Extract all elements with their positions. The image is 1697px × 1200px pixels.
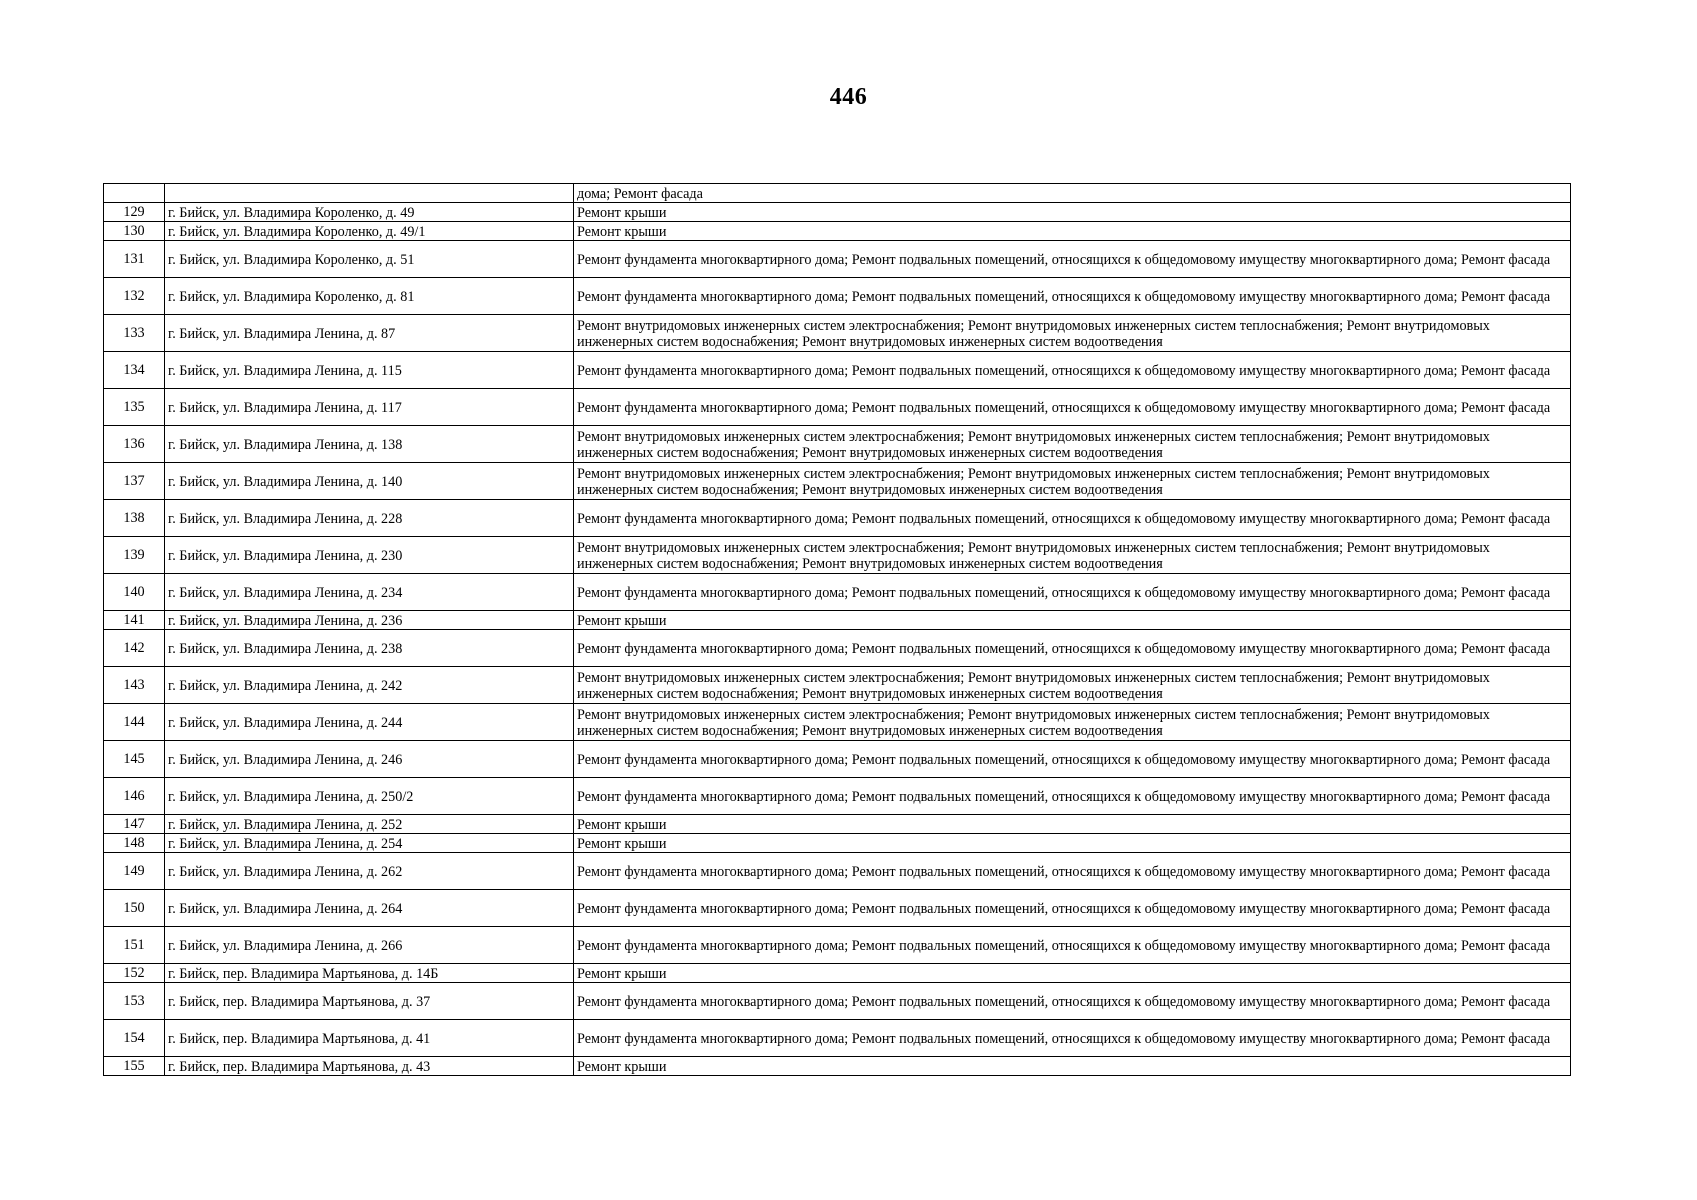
row-number-cell: 137: [104, 463, 165, 500]
table-row: [104, 315, 1571, 352]
work-type-cell: Ремонт крыши: [574, 1057, 1571, 1076]
table-row: [104, 500, 1571, 537]
work-type-cell: Ремонт крыши: [574, 815, 1571, 834]
address-cell: г. Бийск, ул. Владимира Ленина, д. 234: [165, 574, 574, 611]
work-type-cell: Ремонт фундамента многоквартирного дома; Ремонт подвальных помещений, относящихся к общедомовому имуществу многоквартирного дома; Ремонт фасада: [574, 741, 1571, 778]
address-cell: г. Бийск, ул. Владимира Ленина, д. 140: [165, 463, 574, 500]
work-type-cell: Ремонт внутридомовых инженерных систем электроснабжения; Ремонт внутридомовых инженерных систем теплоснабжения; Ремонт внутридомовых инженерных систем водоснабжения; Ремонт внутридомовых инженерных систем водоотведения: [574, 537, 1571, 574]
work-type-cell: Ремонт фундамента многоквартирного дома; Ремонт подвальных помещений, относящихся к общедомовому имуществу многоквартирного дома; Ремонт фасада: [574, 500, 1571, 537]
page-number: 446: [829, 84, 868, 110]
row-number-cell: 144: [104, 704, 165, 741]
work-type-cell: Ремонт крыши: [574, 611, 1571, 630]
work-type-cell: Ремонт фундамента многоквартирного дома; Ремонт подвальных помещений, относящихся к общедомовому имуществу многоквартирного дома; Ремонт фасада: [574, 352, 1571, 389]
work-type-cell: Ремонт крыши: [574, 222, 1571, 241]
address-cell: г. Бийск, ул. Владимира Ленина, д. 266: [165, 927, 574, 964]
row-number-cell: 140: [104, 574, 165, 611]
work-type-cell: Ремонт внутридомовых инженерных систем электроснабжения; Ремонт внутридомовых инженерных систем теплоснабжения; Ремонт внутридомовых инженерных систем водоснабжения; Ремонт внутридомовых инженерных систем водоотведения: [574, 315, 1571, 352]
address-cell: г. Бийск, пер. Владимира Мартьянова, д. 43: [165, 1057, 574, 1076]
row-number-cell: 154: [104, 1020, 165, 1057]
row-number-cell: 145: [104, 741, 165, 778]
table-row: [104, 834, 1571, 853]
address-cell: г. Бийск, ул. Владимира Ленина, д. 250/2: [165, 778, 574, 815]
row-number-cell: 139: [104, 537, 165, 574]
work-type-cell: Ремонт фундамента многоквартирного дома; Ремонт подвальных помещений, относящихся к общедомовому имуществу многоквартирного дома; Ремонт фасада: [574, 1020, 1571, 1057]
work-type-cell: Ремонт фундамента многоквартирного дома; Ремонт подвальных помещений, относящихся к общедомовому имуществу многоквартирного дома; Ремонт фасада: [574, 778, 1571, 815]
table-row: [104, 241, 1571, 278]
address-cell: г. Бийск, ул. Владимира Ленина, д. 138: [165, 426, 574, 463]
address-cell: г. Бийск, ул. Владимира Ленина, д. 230: [165, 537, 574, 574]
work-type-cell: дома; Ремонт фасада: [574, 184, 1571, 203]
work-type-cell: Ремонт крыши: [574, 834, 1571, 853]
work-type-cell: Ремонт фундамента многоквартирного дома; Ремонт подвальных помещений, относящихся к общедомовому имуществу многоквартирного дома; Ремонт фасада: [574, 983, 1571, 1020]
table-row: [104, 1020, 1571, 1057]
address-cell: г. Бийск, ул. Владимира Ленина, д. 262: [165, 853, 574, 890]
row-number-cell: 153: [104, 983, 165, 1020]
table-row: [104, 537, 1571, 574]
row-number-cell: 146: [104, 778, 165, 815]
row-number-cell: 129: [104, 203, 165, 222]
table-row: [104, 389, 1571, 426]
row-number-cell: 152: [104, 964, 165, 983]
table-row: [104, 815, 1571, 834]
table-row: [104, 890, 1571, 927]
address-cell: г. Бийск, ул. Владимира Ленина, д. 244: [165, 704, 574, 741]
work-type-cell: Ремонт внутридомовых инженерных систем электроснабжения; Ремонт внутридомовых инженерных систем теплоснабжения; Ремонт внутридомовых инженерных систем водоснабжения; Ремонт внутридомовых инженерных систем водоотведения: [574, 463, 1571, 500]
work-type-cell: Ремонт фундамента многоквартирного дома; Ремонт подвальных помещений, относящихся к общедомовому имуществу многоквартирного дома; Ремонт фасада: [574, 241, 1571, 278]
table-row: [104, 1057, 1571, 1076]
table-row: [104, 927, 1571, 964]
table-row: [104, 463, 1571, 500]
address-cell: г. Бийск, ул. Владимира Ленина, д. 252: [165, 815, 574, 834]
row-number-cell: 149: [104, 853, 165, 890]
row-number-cell: 133: [104, 315, 165, 352]
work-type-cell: Ремонт внутридомовых инженерных систем электроснабжения; Ремонт внутридомовых инженерных систем теплоснабжения; Ремонт внутридомовых инженерных систем водоснабжения; Ремонт внутридомовых инженерных систем водоотведения: [574, 704, 1571, 741]
row-number-cell: 148: [104, 834, 165, 853]
table-row: [104, 203, 1571, 222]
row-number-cell: 155: [104, 1057, 165, 1076]
row-number-cell: 151: [104, 927, 165, 964]
address-cell: г. Бийск, ул. Владимира Ленина, д. 246: [165, 741, 574, 778]
address-cell: г. Бийск, ул. Владимира Ленина, д. 87: [165, 315, 574, 352]
address-cell: [165, 184, 574, 203]
work-type-cell: Ремонт внутридомовых инженерных систем электроснабжения; Ремонт внутридомовых инженерных систем теплоснабжения; Ремонт внутридомовых инженерных систем водоснабжения; Ремонт внутридомовых инженерных систем водоотведения: [574, 426, 1571, 463]
address-cell: г. Бийск, ул. Владимира Ленина, д. 228: [165, 500, 574, 537]
work-type-cell: Ремонт фундамента многоквартирного дома; Ремонт подвальных помещений, относящихся к общедомовому имуществу многоквартирного дома; Ремонт фасада: [574, 389, 1571, 426]
work-type-cell: Ремонт фундамента многоквартирного дома; Ремонт подвальных помещений, относящихся к общедомовому имуществу многоквартирного дома; Ремонт фасада: [574, 853, 1571, 890]
address-cell: г. Бийск, ул. Владимира Ленина, д. 242: [165, 667, 574, 704]
work-type-cell: Ремонт внутридомовых инженерных систем электроснабжения; Ремонт внутридомовых инженерных систем теплоснабжения; Ремонт внутридомовых инженерных систем водоснабжения; Ремонт внутридомовых инженерных систем водоотведения: [574, 667, 1571, 704]
work-type-cell: Ремонт фундамента многоквартирного дома; Ремонт подвальных помещений, относящихся к общедомовому имуществу многоквартирного дома; Ремонт фасада: [574, 630, 1571, 667]
table-row: [104, 704, 1571, 741]
address-cell: г. Бийск, ул. Владимира Ленина, д. 254: [165, 834, 574, 853]
row-number-cell: 134: [104, 352, 165, 389]
address-cell: г. Бийск, ул. Владимира Короленко, д. 49/1: [165, 222, 574, 241]
address-cell: г. Бийск, ул. Владимира Ленина, д. 115: [165, 352, 574, 389]
table-row: [104, 352, 1571, 389]
table-row: [104, 574, 1571, 611]
work-type-cell: Ремонт фундамента многоквартирного дома; Ремонт подвальных помещений, относящихся к общедомовому имуществу многоквартирного дома; Ремонт фасада: [574, 574, 1571, 611]
row-number-cell: 147: [104, 815, 165, 834]
work-type-cell: Ремонт крыши: [574, 964, 1571, 983]
work-type-cell: Ремонт крыши: [574, 203, 1571, 222]
table-row: [104, 611, 1571, 630]
row-number-cell: 150: [104, 890, 165, 927]
row-number-cell: 136: [104, 426, 165, 463]
table-row: [104, 983, 1571, 1020]
address-cell: г. Бийск, ул. Владимира Ленина, д. 117: [165, 389, 574, 426]
address-cell: г. Бийск, пер. Владимира Мартьянова, д. 41: [165, 1020, 574, 1057]
row-number-cell: 130: [104, 222, 165, 241]
row-number-cell: 138: [104, 500, 165, 537]
work-type-cell: Ремонт фундамента многоквартирного дома; Ремонт подвальных помещений, относящихся к общедомовому имуществу многоквартирного дома; Ремонт фасада: [574, 927, 1571, 964]
row-number-cell: 132: [104, 278, 165, 315]
address-cell: г. Бийск, ул. Владимира Короленко, д. 81: [165, 278, 574, 315]
address-cell: г. Бийск, ул. Владимира Короленко, д. 51: [165, 241, 574, 278]
table-row: [104, 222, 1571, 241]
continuation-row: [104, 184, 1571, 203]
row-number-cell: 131: [104, 241, 165, 278]
address-cell: г. Бийск, пер. Владимира Мартьянова, д. 14Б: [165, 964, 574, 983]
address-cell: г. Бийск, ул. Владимира Короленко, д. 49: [165, 203, 574, 222]
row-number-cell: 135: [104, 389, 165, 426]
table-row: [104, 778, 1571, 815]
table-row: [104, 853, 1571, 890]
address-cell: г. Бийск, пер. Владимира Мартьянова, д. 37: [165, 983, 574, 1020]
repair-table: [103, 183, 1571, 1076]
table-row: [104, 964, 1571, 983]
row-number-cell: 143: [104, 667, 165, 704]
work-type-cell: Ремонт фундамента многоквартирного дома; Ремонт подвальных помещений, относящихся к общедомовому имуществу многоквартирного дома; Ремонт фасада: [574, 278, 1571, 315]
table-row: [104, 426, 1571, 463]
row-number-cell: 142: [104, 630, 165, 667]
table-row: [104, 741, 1571, 778]
address-cell: г. Бийск, ул. Владимира Ленина, д. 238: [165, 630, 574, 667]
table-row: [104, 630, 1571, 667]
table-row: [104, 667, 1571, 704]
address-cell: г. Бийск, ул. Владимира Ленина, д. 264: [165, 890, 574, 927]
row-number-cell: 141: [104, 611, 165, 630]
table-row: [104, 278, 1571, 315]
table-body: [104, 184, 1571, 1076]
row-number-cell: [104, 184, 165, 203]
work-type-cell: Ремонт фундамента многоквартирного дома; Ремонт подвальных помещений, относящихся к общедомовому имуществу многоквартирного дома; Ремонт фасада: [574, 890, 1571, 927]
address-cell: г. Бийск, ул. Владимира Ленина, д. 236: [165, 611, 574, 630]
